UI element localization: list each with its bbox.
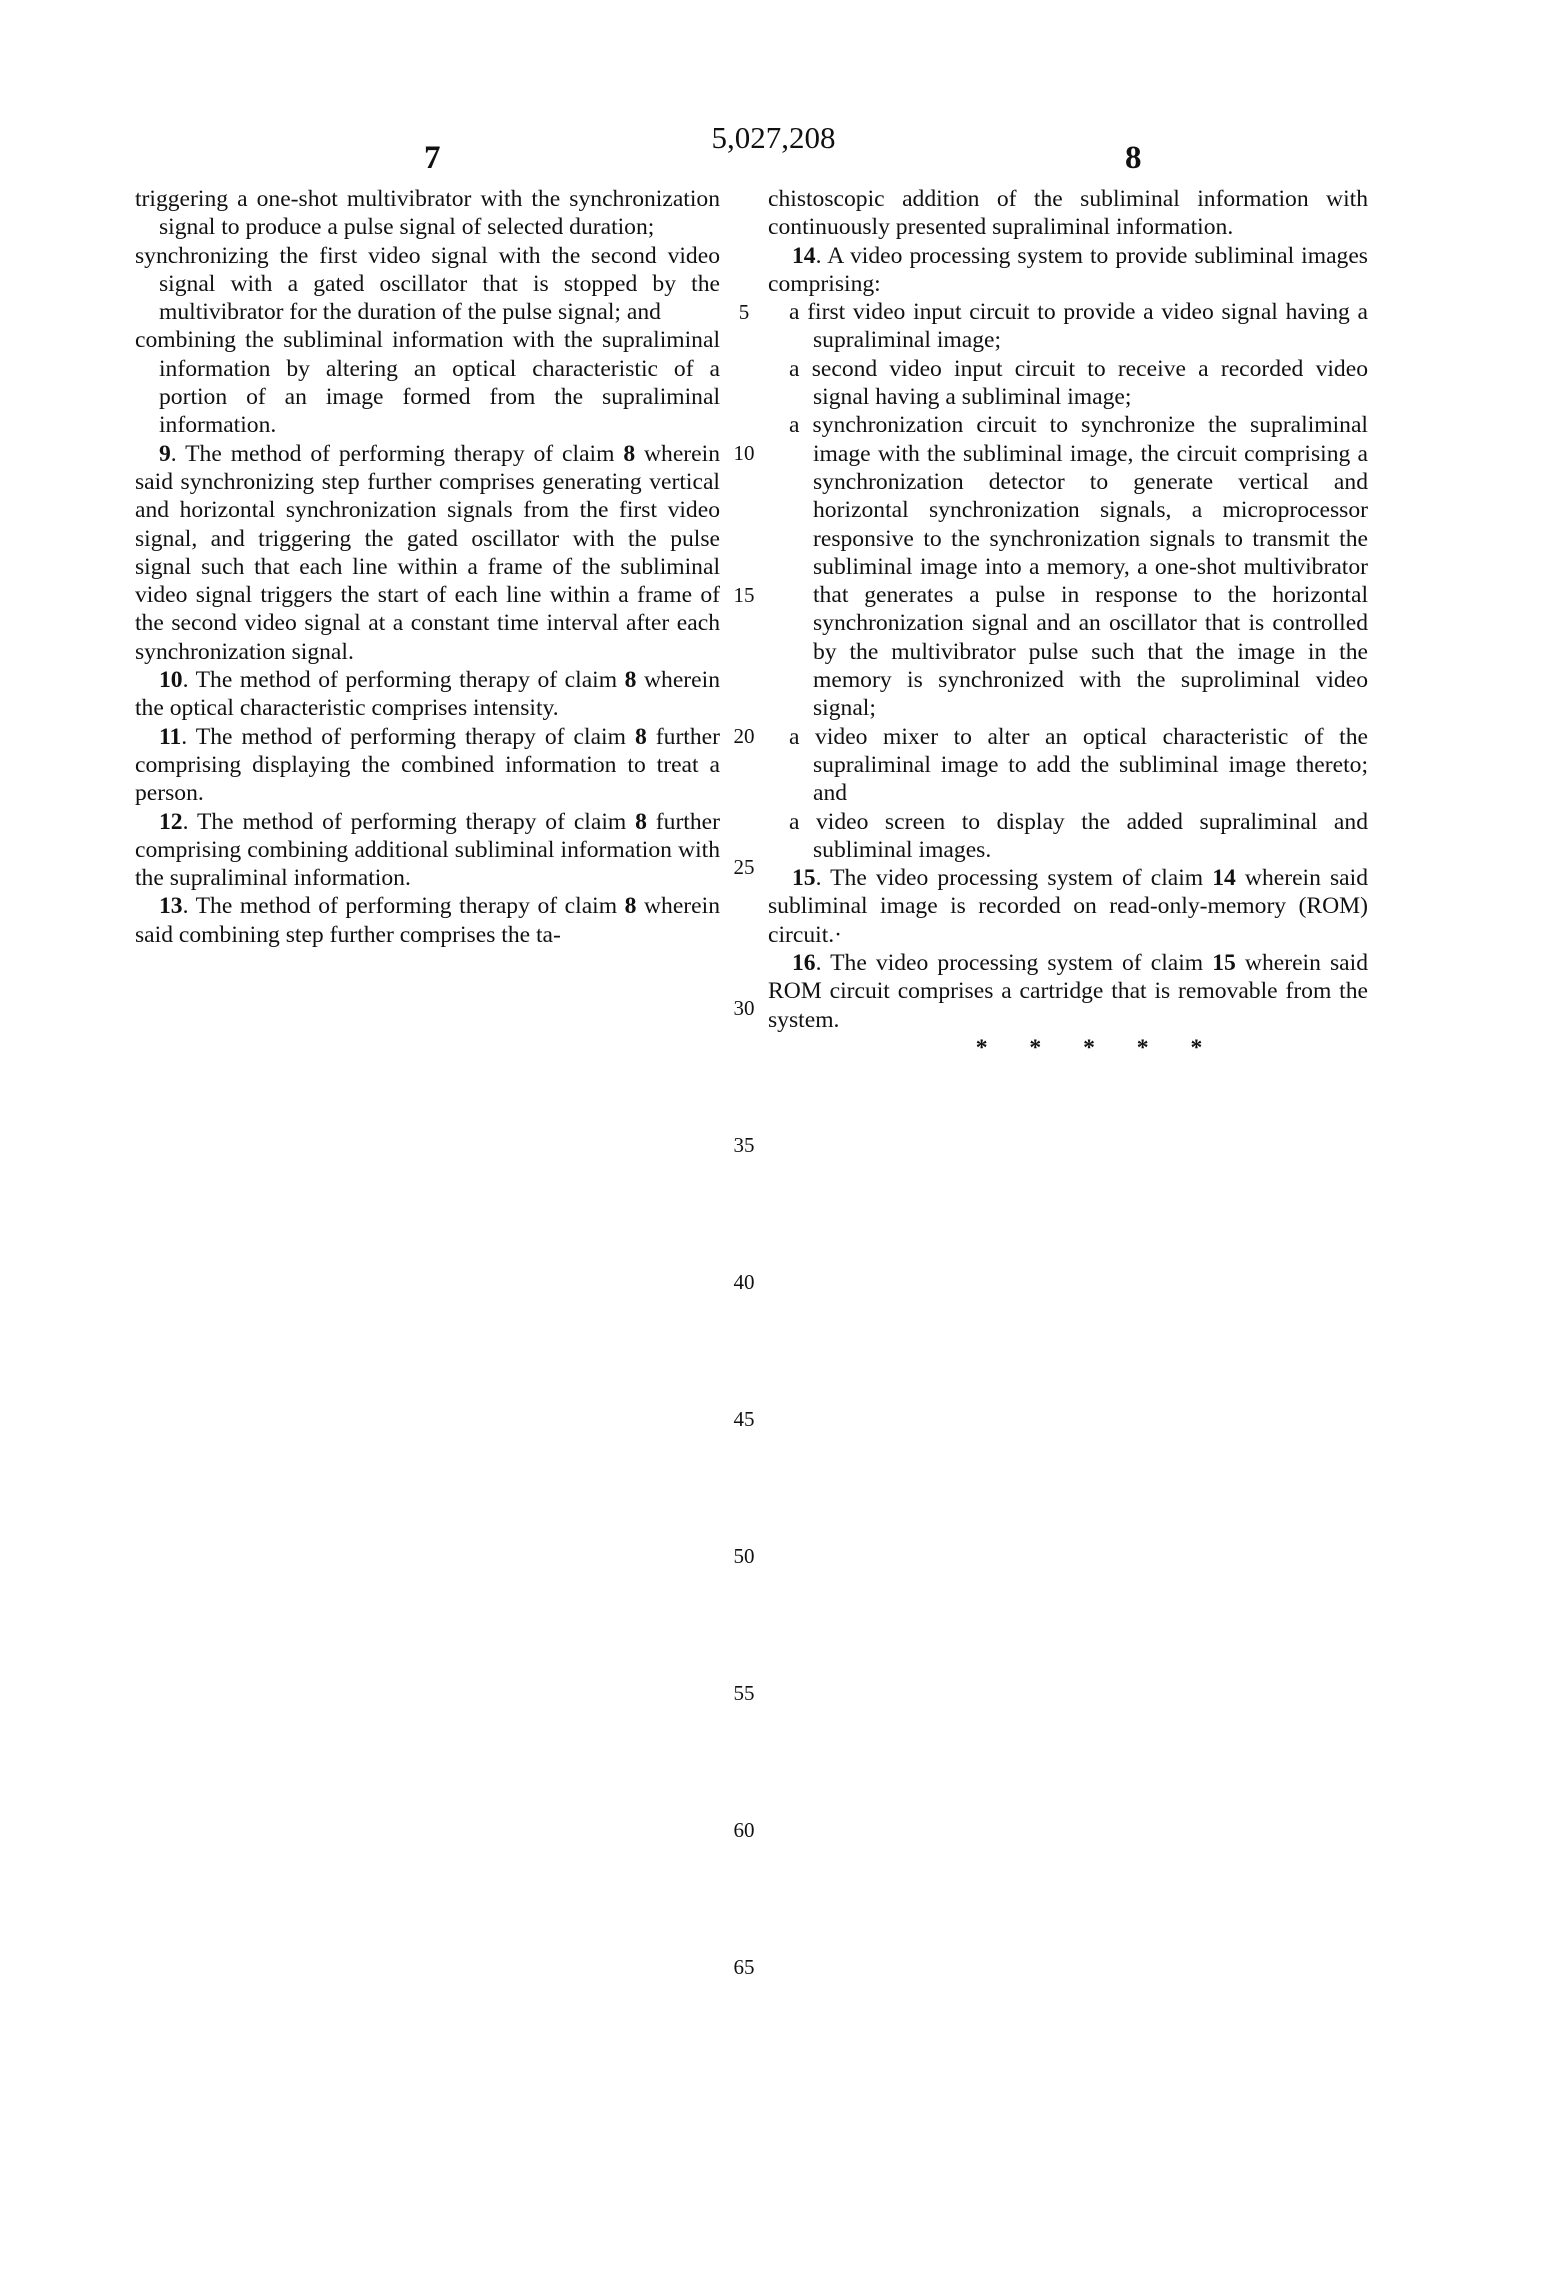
- line-number: 5: [738, 300, 750, 324]
- claim-element: a video mixer to alter an optical characteristic of the supraliminal image to add the subliminal image thereto; and: [789, 723, 1368, 807]
- patent-number: 5,027,208: [711, 120, 836, 155]
- claim-10: [135, 666, 720, 723]
- claim-16: [768, 949, 1368, 1034]
- claim-number: 10: [159, 667, 183, 694]
- claim-text: wherein the optical characteristic comprises intensity.: [135, 667, 720, 722]
- claim-number: 12: [159, 808, 183, 835]
- claim-lead: . The method of performing therapy of claim: [170, 440, 624, 467]
- claim-9: [135, 440, 720, 666]
- claim-reference: 8: [624, 667, 637, 694]
- claim-text: wherein said synchronizing step further comprises generating vertical and horizontal synchronization signals from the first video signal, and triggering the gated oscillator with the pulse signal such that each line within a frame of the subliminal video signal triggers the start of each line within a frame of the second video signal at a constant time interval after each synchronization signal.: [135, 440, 720, 665]
- claim-lead: . The video processing system of claim: [815, 865, 1213, 892]
- right-page-number: 8: [1125, 140, 1142, 176]
- line-number: 25: [733, 855, 755, 879]
- claim-element: a first video input circuit to provide a video signal having a supraliminal image;: [789, 299, 1368, 354]
- claim-13: [135, 892, 720, 949]
- claim-lead: . The method of performing therapy of claim: [182, 893, 625, 920]
- line-number: 20: [733, 724, 755, 748]
- claim-lead: . The video processing system of claim: [815, 950, 1213, 977]
- line-number: 30: [733, 996, 755, 1020]
- claim-14: [768, 242, 1368, 299]
- claim-reference: 8: [623, 440, 636, 467]
- claim-number: 16: [792, 950, 816, 977]
- line-number: 35: [733, 1133, 755, 1157]
- claim-15: [768, 864, 1368, 949]
- claim-12: [135, 808, 720, 893]
- line-number: 45: [733, 1407, 755, 1431]
- claim-number: 15: [792, 865, 816, 892]
- line-number: 15: [733, 583, 755, 607]
- claim-reference: 8: [634, 723, 647, 750]
- claim-step: synchronizing the first video signal with the second video signal with a gated oscillator that is stopped by the multivibrator for the duration of the pulse signal; and: [135, 242, 720, 326]
- claim-reference: 8: [635, 808, 647, 835]
- claim-step: combining the subliminal information with the supraliminal information by altering an optical characteristic of a portion of an image formed from the supraliminal information.: [135, 327, 720, 439]
- claim-text: further comprising combining additional subliminal information with the supraliminal information.: [135, 808, 720, 892]
- claim-number: 9: [159, 440, 171, 467]
- claim-text: wherein said combining step further comprises the ta-: [135, 893, 720, 948]
- claim-number: 11: [159, 723, 182, 750]
- claim-step: triggering a one-shot multivibrator with the synchronization signal to produce a pulse signal of selected duration;: [135, 186, 720, 241]
- end-marks: * * * * *: [975, 1034, 1221, 1061]
- claim-lead: . The method of performing therapy of claim: [182, 808, 636, 835]
- claim-reference: 15: [1212, 950, 1236, 977]
- line-number: 50: [733, 1544, 755, 1568]
- claim-number: 14: [792, 242, 816, 269]
- claim-text: wherein said subliminal image is recorded on read-only-memory (ROM) circuit.·: [768, 865, 1368, 948]
- left-page-number: 7: [424, 140, 441, 176]
- line-number: 10: [733, 441, 755, 465]
- claim-13-continuation: chistoscopic addition of the subliminal information with continuously presented supraliminal information.: [768, 186, 1368, 241]
- claim-11: [135, 723, 720, 808]
- line-number: 55: [733, 1681, 755, 1705]
- claim-text: further comprising displaying the combined information to treat a person.: [135, 723, 720, 807]
- claim-text: wherein said ROM circuit comprises a cartridge that is removable from the system.: [768, 950, 1368, 1033]
- claim-reference: 14: [1212, 865, 1236, 892]
- left-column: [135, 185, 720, 949]
- right-column: [768, 185, 1368, 1062]
- line-number: 60: [733, 1818, 755, 1842]
- claim-lead: . The method of performing therapy of claim: [181, 723, 635, 750]
- claim-lead: . The method of performing therapy of claim: [182, 667, 625, 694]
- line-number: 65: [733, 1955, 755, 1979]
- claim-text: . A video processing system to provide subliminal images comprising:: [768, 242, 1368, 297]
- claim-element: a synchronization circuit to synchronize the supraliminal image with the subliminal image, the circuit comprising a synchronization detector to generate vertical and horizontal synchronization signals, a microprocessor responsive to the synchronization signals to transmit the subliminal image into a memory, a one-shot multivibrator that generates a pulse in response to the horizontal synchronization signal and an oscillator that is controlled by the multivibrator pulse such that the image in the memory is synchronized with the suproliminal video signal;: [789, 412, 1368, 722]
- claim-number: 13: [159, 893, 183, 920]
- line-number: 40: [733, 1270, 755, 1294]
- claim-element: a video screen to display the added supraliminal and subliminal images.: [789, 808, 1368, 863]
- claim-reference: 8: [624, 893, 637, 920]
- claim-element: a second video input circuit to receive a recorded video signal having a subliminal image;: [789, 355, 1368, 411]
